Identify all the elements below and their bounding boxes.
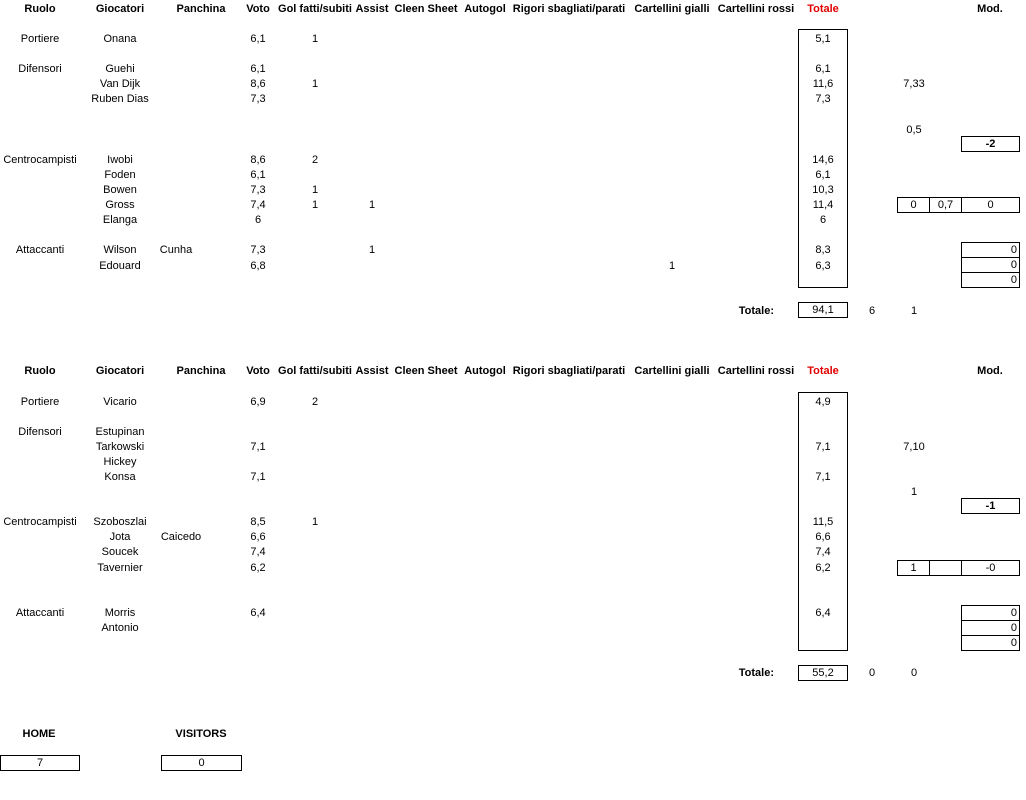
player-totale: 11,4 [812,199,834,211]
total-extra: 1 [910,305,918,317]
player-voto: 6,6 [250,531,266,543]
team-total-cell: 55,2 [798,665,848,681]
role-label: Centrocampisti [3,516,77,528]
role-label: Portiere [20,396,60,408]
player-totale: 7,3 [815,93,831,105]
header-cleen-sheet: Cleen Sheet [394,365,458,377]
mid-calc-cell: 0,7 [929,197,962,213]
defense-average: 7,10 [903,441,925,453]
total-label: Totale: [738,667,774,679]
header-gol: Gol fatti/subiti [278,3,352,15]
player-assist: 1 [368,199,376,211]
player-voto: 6,1 [250,33,266,45]
player-bench: Cunha [159,244,193,256]
player-totale: 10,3 [812,184,834,196]
player-name: Estupinan [95,426,145,438]
header-ruolo: Ruolo [24,3,56,15]
player-assist: 1 [368,244,376,256]
header-rigori: Rigori sbagliati/parati [512,3,626,15]
player-voto: 7,3 [250,93,266,105]
mod-value-cell: -1 [961,498,1020,514]
header-voto: Voto [246,3,270,15]
att-calc-cell: 0 [961,257,1020,273]
header-voto: Voto [246,365,270,377]
att-calc-cell: 0 [961,272,1020,288]
role-label: Centrocampisti [3,154,77,166]
header-autogol: Autogol [464,365,506,377]
player-voto: 7,4 [250,546,266,558]
player-name: Van Dijk [99,78,141,90]
player-voto: 7,3 [250,244,266,256]
player-gol: 2 [311,396,319,408]
role-label: Difensori [18,426,62,438]
player-totale: 11,5 [812,516,834,528]
mid-calc-cell: -0 [961,560,1020,576]
header-gialli: Cartellini gialli [634,3,710,15]
role-label: Attaccanti [15,244,65,256]
player-name: Jota [109,531,131,543]
mid-calc-cell [929,560,962,576]
player-voto: 6 [254,214,262,226]
player-name: Szoboszlai [93,516,147,528]
player-gol: 2 [311,154,319,166]
player-bench: Caicedo [160,531,202,543]
home-score-cell: 7 [0,755,80,771]
team-total-cell: 94,1 [798,302,848,318]
player-name: Tarkowski [95,441,145,453]
att-calc-cell: 0 [961,605,1020,621]
player-name: Foden [104,169,136,181]
header-mod: Mod. [977,3,1003,15]
home-label: HOME [22,728,56,740]
header-assist: Assist [355,3,389,15]
header-ruolo: Ruolo [24,365,56,377]
player-name: Soucek [101,546,139,558]
defense-average: 7,33 [903,78,925,90]
player-voto: 7,3 [250,184,266,196]
player-voto: 6,8 [250,260,266,272]
player-totale: 6,4 [815,607,831,619]
player-totale: 6,1 [815,169,831,181]
player-name: Tavernier [97,562,143,574]
header-giocatori: Giocatori [95,365,145,377]
player-name: Iwobi [107,154,133,166]
player-totale: 5,1 [815,33,831,45]
player-name: Ruben Dias [91,93,149,105]
player-totale: 11,6 [812,78,834,90]
player-gol: 1 [311,78,319,90]
player-voto: 7,1 [250,471,266,483]
mid-calc-cell: 0 [897,197,930,213]
player-totale: 4,9 [815,396,831,408]
header-cleen-sheet: Cleen Sheet [394,3,458,15]
player-voto: 6,1 [250,169,266,181]
visitors-score-cell: 0 [161,755,242,771]
header-panchina: Panchina [176,365,226,377]
player-voto: 8,6 [250,154,266,166]
header-rossi: Cartellini rossi [717,3,795,15]
mod-value-cell: -2 [961,136,1020,152]
player-totale: 7,1 [815,441,831,453]
player-gialli: 1 [668,260,676,272]
total-extra: 6 [868,305,876,317]
mod-small: 1 [910,486,918,498]
att-calc-cell: 0 [961,620,1020,636]
player-voto: 8,5 [250,516,266,528]
header-totale: Totale [807,365,839,377]
player-totale: 7,4 [815,546,831,558]
player-gol: 1 [311,199,319,211]
player-totale: 6,2 [815,562,831,574]
mid-calc-cell: 1 [897,560,930,576]
player-voto: 7,1 [250,441,266,453]
player-gol: 1 [311,516,319,528]
player-name: Elanga [102,214,138,226]
player-voto: 6,2 [250,562,266,574]
player-name: Wilson [103,244,137,256]
header-totale: Totale [807,3,839,15]
total-label: Totale: [738,305,774,317]
header-gol: Gol fatti/subiti [278,365,352,377]
header-autogol: Autogol [464,3,506,15]
player-name: Konsa [104,471,136,483]
visitors-label: VISITORS [175,728,227,740]
player-totale: 6,6 [815,531,831,543]
header-rossi: Cartellini rossi [717,365,795,377]
player-name: Edouard [99,260,141,272]
header-gialli: Cartellini gialli [634,365,710,377]
mod-small: 0,5 [906,124,922,136]
player-name: Hickey [103,456,137,468]
role-label: Attaccanti [15,607,65,619]
header-giocatori: Giocatori [95,3,145,15]
player-totale: 6 [819,214,827,226]
player-totale: 14,6 [812,154,834,166]
role-label: Difensori [18,63,62,75]
header-mod: Mod. [977,365,1003,377]
player-name: Gross [105,199,135,211]
player-totale: 7,1 [815,471,831,483]
player-name: Onana [103,33,137,45]
player-name: Guehi [105,63,135,75]
player-name: Bowen [103,184,137,196]
player-voto: 6,9 [250,396,266,408]
player-voto: 8,6 [250,78,266,90]
role-label: Portiere [20,33,60,45]
header-rigori: Rigori sbagliati/parati [512,365,626,377]
att-calc-cell: 0 [961,635,1020,651]
player-name: Morris [104,607,136,619]
header-assist: Assist [355,365,389,377]
player-totale: 8,3 [815,244,831,256]
total-extra: 0 [868,667,876,679]
mid-calc-cell: 0 [961,197,1020,213]
player-totale: 6,1 [815,63,831,75]
player-name: Antonio [101,622,139,634]
player-voto: 7,4 [250,199,266,211]
player-voto: 6,1 [250,63,266,75]
player-name: Vicario [103,396,137,408]
player-totale: 6,3 [815,260,831,272]
header-panchina: Panchina [176,3,226,15]
total-extra: 0 [910,667,918,679]
att-calc-cell: 0 [961,242,1020,258]
player-gol: 1 [311,184,319,196]
player-voto: 6,4 [250,607,266,619]
player-gol: 1 [311,33,319,45]
